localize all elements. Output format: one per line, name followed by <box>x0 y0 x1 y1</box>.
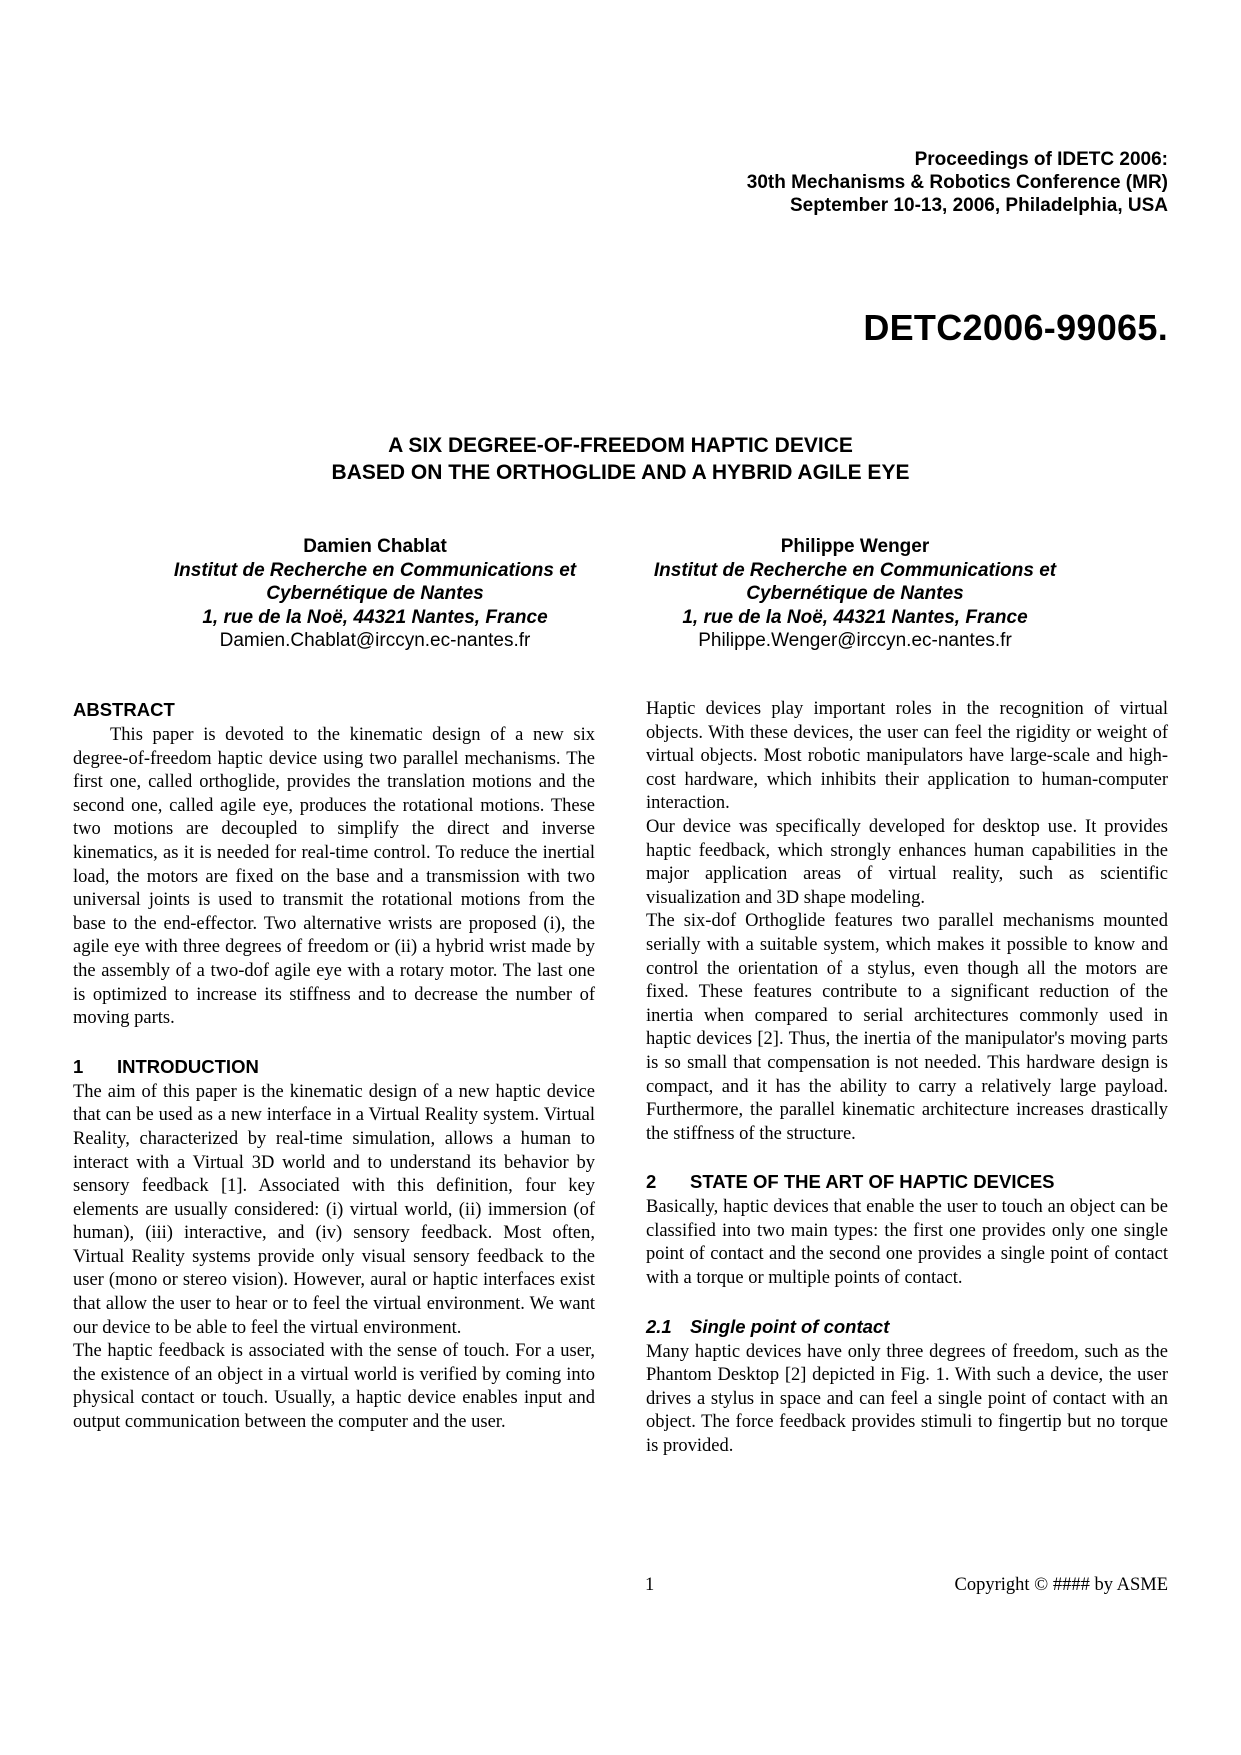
section-title: INTRODUCTION <box>117 1055 259 1077</box>
intro-paragraph-4: Our device was specifically developed for desktop use. It provides haptic feedback, which strongly enhances human capabilities in the major application areas of virtual reality, such as scientific visualization and 3D shape modeling. <box>646 816 1168 908</box>
author-block-1 <box>140 535 610 653</box>
single-point-paragraph-1: Many haptic devices have only three degrees of freedom, such as the Phantom Desktop [2] depicted in Fig. 1. With such a device, the user drives a stylus in space and can feel a single point of contact with an object. The force feedback provides stimuli to fingertip but no torque is provided. <box>646 1341 1168 1457</box>
intro-paragraph-2: The haptic feedback is associated with the sense of touch. For a user, the existence of an object in a virtual world is verified by coming into physical contact or touch. Usually, a haptic device enables input and output communication between the computer and the user. <box>73 1341 595 1433</box>
title-line-2: BASED ON THE ORTHOGLIDE AND A HYBRID AGILE EYE <box>331 461 910 484</box>
conference-line-3: September 10-13, 2006, Philadelphia, USA <box>789 195 1168 216</box>
section-title: Single point of contact <box>690 1315 890 1337</box>
intro-paragraph-5: The six-dof Orthoglide features two parallel mechanisms mounted serially with a suitable system, which makes it possible to know and control the orientation of a stylus, even though all the motors are fixed. These features contribute to a significant reduction of the inertia when compared to serial architectures commonly used in haptic devices [2]. Thus, the inertia of the manipulator's moving parts is so small that compensation is not needed. This hardware design is compact, and it has the ability to carry a relatively large payload. Furthermore, the parallel kinematic architecture increases drastically the stiffness of the structure. <box>646 911 1168 1144</box>
author-email: Damien.Chablat@irccyn.ec-nantes.fr <box>219 630 531 651</box>
section-1-heading <box>73 1055 595 1078</box>
conference-line-2: 30th Mechanisms & Robotics Conference (MR) <box>746 172 1168 193</box>
right-column <box>646 698 1168 1459</box>
section-2-1-heading <box>646 1315 1168 1338</box>
title-line-1: A SIX DEGREE-OF-FREEDOM HAPTIC DEVICE <box>388 434 853 457</box>
state-of-art-paragraph-1: Basically, haptic devices that enable the user to touch an object can be classified into two main types: the first one provides only one single point of contact and the second one provides a single point of contact with a torque or multiple points of contact. <box>646 1197 1168 1289</box>
copyright-notice: Copyright © #### by ASME <box>954 1575 1168 1595</box>
section-title: STATE OF THE ART OF HAPTIC DEVICES <box>690 1171 1055 1193</box>
intro-paragraph-1: The aim of this paper is the kinematic design of a new haptic device that can be used as a new interface in a Virtual Reality system. Virtual Reality, characterized by real-time simulation, allows a human to interact with a Virtual 3D world and to understand its behavior by sensory feedback [1]. Associated with this definition, four key elements are usually considered: (i) virtual world, (ii) immersion (of human), (iii) interactive, and (iv) sensory feedback. Most often, Virtual Reality systems provide only visual sensory feedback to the user (mono or stereo vision). However, aural or haptic interfaces exist that allow the user to hear or to feel the virtual environment. We want our device to be able to feel the virtual environment. <box>73 1081 595 1338</box>
author-address: 1, rue de la Noë, 44321 Nantes, France <box>682 606 1028 628</box>
paper-id: DETC2006-99065. <box>863 307 1168 348</box>
intro-paragraph-3: Haptic devices play important roles in the recognition of virtual objects. With these devices, the user can feel the rigidity or weight of virtual objects. Most robotic manipulators have large-scale and high-cost hardware, which inhibits their application to human-computer interaction. <box>646 699 1168 814</box>
author-name: Damien Chablat <box>303 536 447 557</box>
section-number: 2 <box>646 1171 657 1193</box>
abstract-heading: ABSTRACT <box>73 699 175 720</box>
section-number: 1 <box>73 1055 84 1077</box>
author-address: 1, rue de la Noë, 44321 Nantes, France <box>202 606 548 628</box>
left-column <box>73 698 595 1435</box>
author-institution-line-1: Institut de Recherche en Communications et <box>653 559 1057 581</box>
author-institution-line-2: Cybernétique de Nantes <box>266 583 484 604</box>
author-block-2 <box>620 535 1090 653</box>
conference-header <box>747 148 1168 217</box>
conference-line-1: Proceedings of IDETC 2006: <box>914 149 1168 170</box>
abstract-text: This paper is devoted to the kinematic design of a new six degree-of-freedom haptic device using two parallel mechanisms. The first one, called orthoglide, provides the translation motions and the second one, called agile eye, produces the rotational motions. These two motions are decoupled to simplify the direct and inverse kinematics, as it is needed for real-time control. To reduce the inertial load, the motors are fixed on the base and a transmission with two universal joints is used to transmit the rotational motions from the base to the end-effector. Two alternative wrists are proposed (i), the agile eye with three degrees of freedom or (ii) a hybrid wrist made by the assembly of a two-dof agile eye with a rotary motor. The last one is optimized to increase its stiffness and to decrease the number of moving parts. <box>73 725 595 1029</box>
section-2-heading <box>646 1170 1168 1193</box>
author-email: Philippe.Wenger@irccyn.ec-nantes.fr <box>698 630 1012 651</box>
paper-title <box>0 432 1241 486</box>
author-name: Philippe Wenger <box>780 536 930 557</box>
section-number: 2.1 <box>646 1315 672 1337</box>
page-number: 1 <box>645 1575 655 1595</box>
author-institution-line-2: Cybernétique de Nantes <box>746 583 964 604</box>
author-institution-line-1: Institut de Recherche en Communications et <box>173 559 577 581</box>
